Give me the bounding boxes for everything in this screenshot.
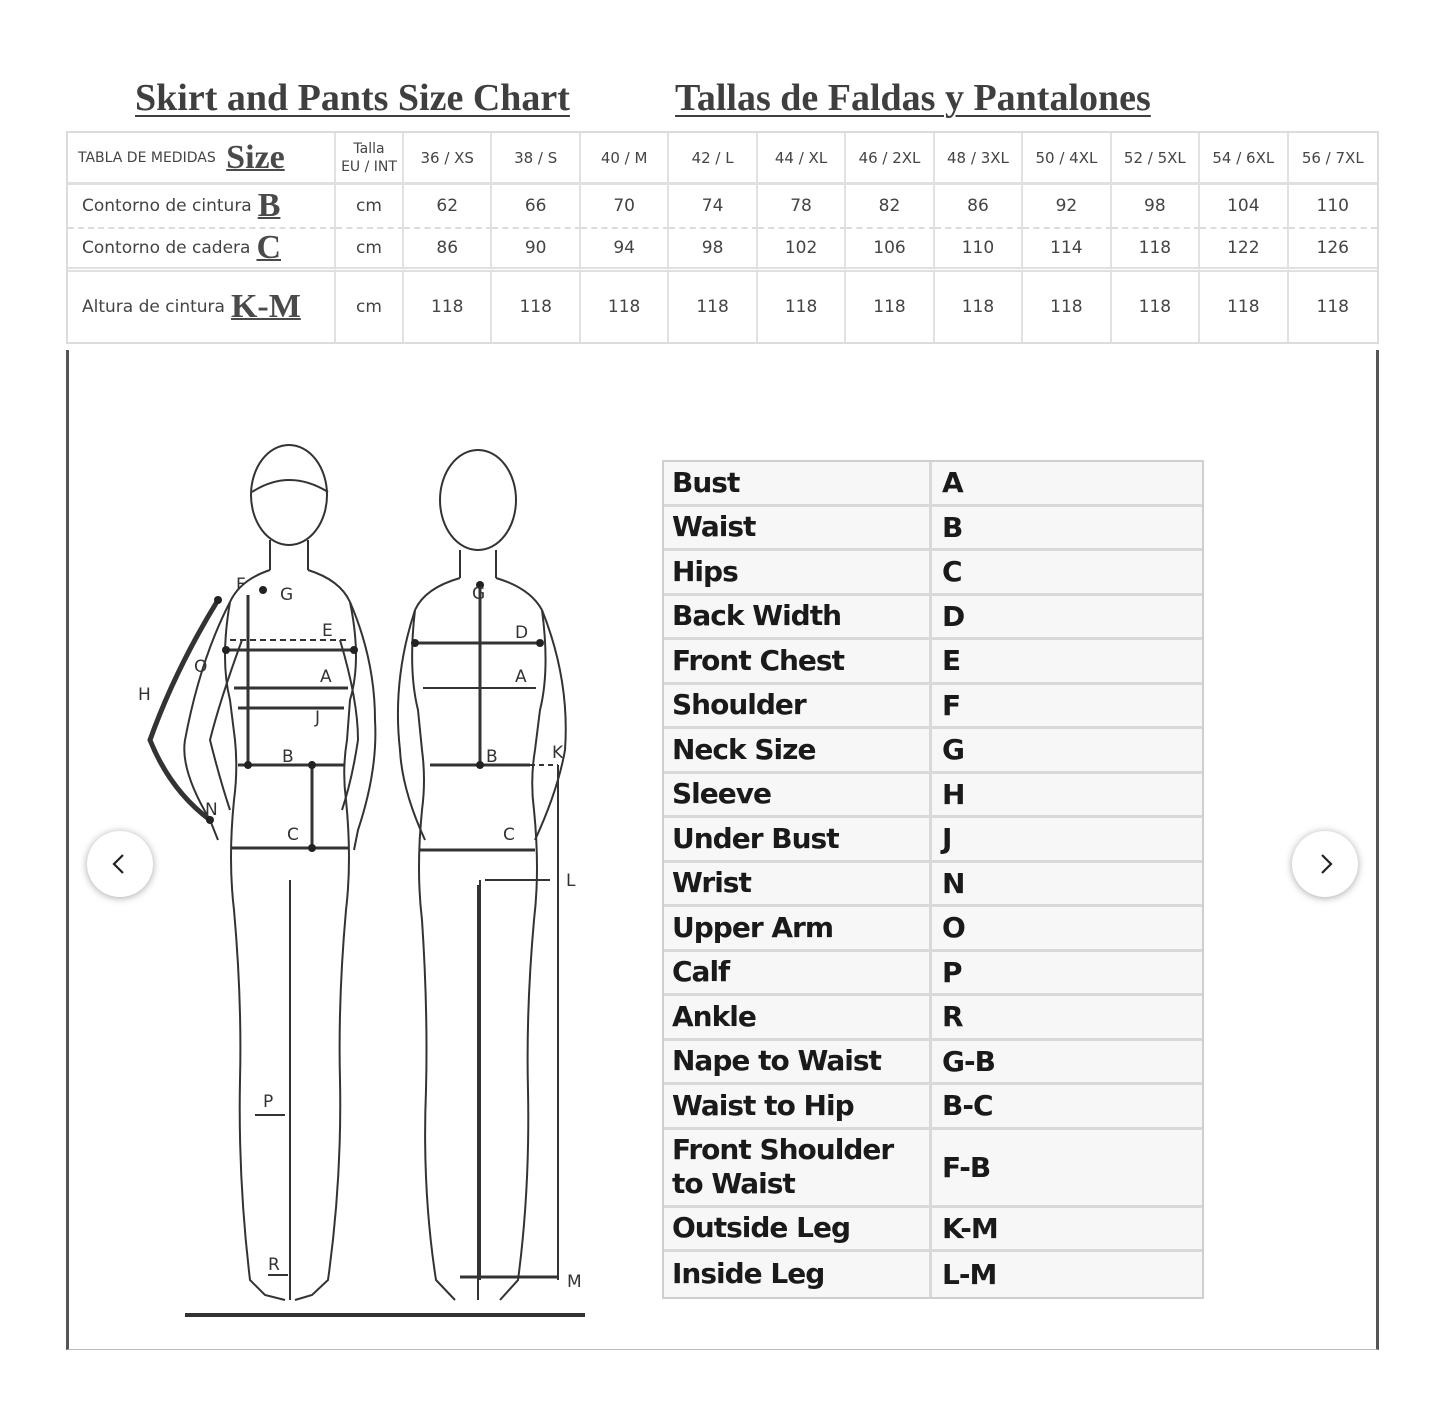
row-label-cell — [68, 229, 336, 272]
diagram-label-r: R — [268, 1255, 280, 1275]
size-header-cell: 42 / L — [669, 133, 757, 185]
legend-row — [664, 952, 1202, 997]
legend-row — [664, 996, 1202, 1041]
diagram-label-d: D — [515, 623, 529, 643]
carousel-prev-button[interactable] — [87, 831, 153, 897]
size-header-cell: 46 / 2XL — [846, 133, 934, 185]
legend-row — [664, 863, 1202, 908]
row-label: Contorno de cadera — [82, 238, 251, 258]
body-measurement-diagram — [130, 440, 630, 1330]
value-cell: 86 — [935, 185, 1023, 229]
legend-code: P — [942, 955, 962, 989]
table-row — [68, 272, 1377, 342]
value-cell: 118 — [404, 272, 492, 342]
diagram-label-j: J — [315, 708, 321, 728]
chevron-right-icon — [1313, 852, 1337, 876]
chevron-left-icon — [108, 852, 132, 876]
legend-name: Outside Leg — [664, 1208, 932, 1250]
diagram-label-e: E — [322, 621, 333, 641]
legend-code: L-M — [942, 1257, 997, 1291]
legend-row — [664, 1041, 1202, 1086]
diagram-label-m: M — [567, 1272, 582, 1292]
diagram-label-g: G — [280, 585, 294, 605]
value-cell: 114 — [1023, 229, 1111, 272]
value-cell: 118 — [1023, 272, 1111, 342]
value-cell: 118 — [1200, 272, 1288, 342]
legend-name: Hips — [664, 551, 932, 593]
size-chart-table — [66, 131, 1379, 344]
legend-row — [664, 507, 1202, 552]
value-cell: 118 — [1112, 272, 1200, 342]
legend-row — [664, 907, 1202, 952]
legend-code: A — [942, 466, 963, 500]
legend-name: Upper Arm — [664, 907, 932, 949]
size-header-cell: 36 / XS — [404, 133, 492, 185]
value-cell: 98 — [1112, 185, 1200, 229]
legend-row — [664, 551, 1202, 596]
legend-name: Under Bust — [664, 818, 932, 860]
legend-row — [664, 462, 1202, 507]
legend-name: Nape to Waist — [664, 1041, 932, 1083]
value-cell: 70 — [581, 185, 669, 229]
row-label-cell — [68, 185, 336, 229]
value-cell: 118 — [1316, 297, 1349, 317]
value-cell: 86 — [404, 229, 492, 272]
value-cell: 110 — [1289, 185, 1377, 229]
row-label: Contorno de cintura — [82, 196, 252, 216]
legend-row — [664, 1208, 1202, 1253]
legend-name: Ankle — [664, 996, 932, 1038]
size-header-cell: 56 / 7XL — [1289, 133, 1377, 185]
legend-row — [664, 1085, 1202, 1130]
diagram-label-l: L — [566, 871, 576, 891]
value-cell: 126 — [1289, 229, 1377, 272]
size-header-cell: 52 / 5XL — [1112, 133, 1200, 185]
value-cell: 118 — [1112, 229, 1200, 272]
legend-code: C — [942, 555, 962, 589]
value-cell: 118 — [935, 272, 1023, 342]
diagram-label-f: F — [236, 575, 246, 595]
legend-row — [664, 1252, 1202, 1297]
value-cell: 118 — [492, 272, 580, 342]
page-title-spanish: Tallas de Faldas y Pantalones — [675, 77, 1151, 119]
value-cell: 104 — [1200, 185, 1288, 229]
legend-row — [664, 685, 1202, 730]
diagram-label-o: O — [194, 657, 208, 677]
measurement-legend-table — [662, 460, 1204, 1299]
table-row — [68, 185, 1377, 229]
value-cell: 98 — [669, 229, 757, 272]
unit-cell: cm — [336, 185, 404, 229]
diagram-label-g-back: G — [472, 584, 486, 604]
legend-row — [664, 640, 1202, 685]
talla-header — [336, 133, 404, 185]
legend-code: O — [942, 911, 965, 945]
talla-label: Talla — [353, 140, 385, 157]
legend-row — [664, 729, 1202, 774]
value-cell: 122 — [1200, 229, 1288, 272]
legend-name: Waist to Hip — [664, 1085, 932, 1127]
size-header-row — [68, 133, 1377, 185]
legend-name: Bust — [664, 462, 932, 504]
row-code: K-M — [230, 288, 301, 325]
size-header-cell: 50 / 4XL — [1023, 133, 1111, 185]
diagram-label-c-back: C — [503, 825, 515, 845]
row-code: B — [257, 187, 281, 224]
legend-code: F-B — [942, 1150, 991, 1184]
legend-code: N — [942, 866, 965, 900]
size-header-cell: 38 / S — [492, 133, 580, 185]
legend-name: Waist — [664, 507, 932, 549]
legend-row — [664, 596, 1202, 641]
legend-code: D — [942, 599, 965, 633]
legend-code: R — [942, 1000, 963, 1034]
value-cell: 110 — [935, 229, 1023, 272]
row-label: Altura de cintura — [82, 297, 225, 317]
value-cell: 118 — [846, 272, 934, 342]
diagram-label-a-back: A — [515, 667, 527, 687]
value-cell: 66 — [492, 185, 580, 229]
unit-cell: cm — [336, 229, 404, 272]
value-cell: 118 — [758, 272, 846, 342]
legend-code: B — [942, 510, 963, 544]
value-cell: 118 — [581, 272, 669, 342]
diagram-label-p: P — [263, 1092, 274, 1112]
legend-name: Neck Size — [664, 729, 932, 771]
table-header-cell — [68, 133, 336, 185]
table-header-label: TABLA DE MEDIDAS — [78, 149, 216, 166]
legend-name: Wrist — [664, 863, 932, 905]
legend-code: G — [942, 733, 964, 767]
legend-name: Front Chest — [664, 640, 932, 682]
legend-row — [664, 774, 1202, 819]
page-title-english: Skirt and Pants Size Chart — [135, 77, 570, 119]
legend-name: Sleeve — [664, 774, 932, 816]
size-heading: Size — [226, 138, 285, 176]
value-cell: 92 — [1023, 185, 1111, 229]
value-cell: 106 — [846, 229, 934, 272]
legend-code: F — [942, 688, 961, 722]
diagram-label-a: A — [320, 667, 332, 687]
legend-code: B-C — [942, 1089, 993, 1123]
value-cell: 90 — [492, 229, 580, 272]
legend-name: Shoulder — [664, 685, 932, 727]
row-label-cell — [68, 272, 336, 342]
unit-cell: cm — [336, 272, 404, 342]
carousel-next-button[interactable] — [1292, 831, 1358, 897]
size-header-cell: 54 / 6XL — [1200, 133, 1288, 185]
diagram-label-n: N — [205, 800, 218, 820]
legend-code: J — [942, 822, 952, 856]
diagram-label-h: H — [138, 685, 151, 705]
value-cell: 78 — [758, 185, 846, 229]
value-cell: 102 — [758, 229, 846, 272]
legend-row — [664, 1130, 1202, 1208]
size-header-cell: 44 / XL — [758, 133, 846, 185]
legend-name: Front Shoulder to Waist — [664, 1130, 932, 1205]
legend-code: E — [942, 644, 961, 678]
table-row — [68, 229, 1377, 272]
talla-system-label: EU / INT — [341, 158, 397, 175]
value-cell: 62 — [404, 185, 492, 229]
diagram-label-k: K — [552, 743, 564, 763]
diagram-label-b-back: B — [486, 747, 498, 767]
diagram-label-b: B — [282, 747, 294, 767]
legend-name: Inside Leg — [664, 1252, 932, 1297]
legend-code: K-M — [942, 1211, 998, 1245]
size-header-cell: 40 / M — [581, 133, 669, 185]
value-cell: 94 — [581, 229, 669, 272]
size-header-cell: 48 / 3XL — [935, 133, 1023, 185]
value-cell: 82 — [846, 185, 934, 229]
legend-name: Back Width — [664, 596, 932, 638]
legend-code: G-B — [942, 1044, 995, 1078]
value-cell: 74 — [669, 185, 757, 229]
legend-row — [664, 818, 1202, 863]
row-code: C — [256, 229, 282, 266]
value-cell: 118 — [669, 272, 757, 342]
legend-code: H — [942, 777, 965, 811]
diagram-label-c: C — [287, 825, 299, 845]
legend-name: Calf — [664, 952, 932, 994]
